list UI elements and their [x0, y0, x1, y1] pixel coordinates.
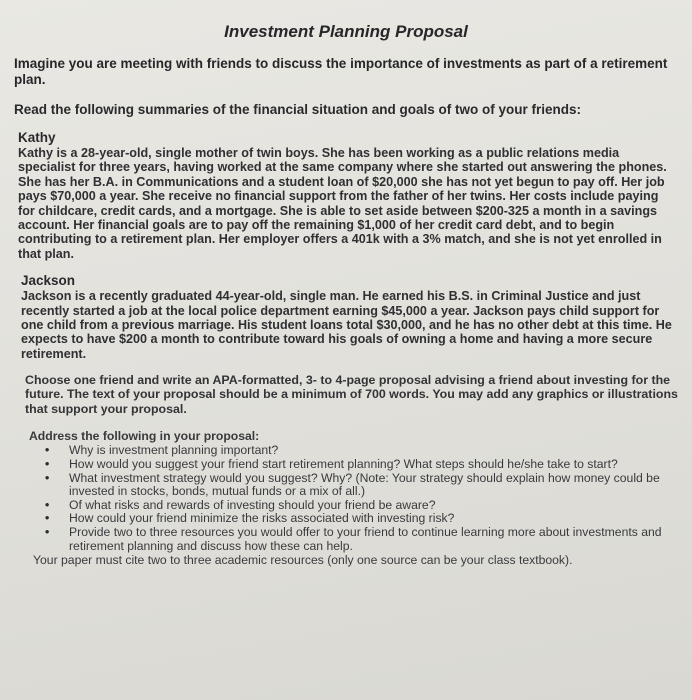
friend-summary-jackson: [21, 273, 678, 361]
friend-text-jackson: Jackson is a recently graduated 44-year-old, single man. He earned his B.S. in Criminal Justice and just recently started a job at the local police department earning $45,000 a year. Jackson pays child support for one child from a previous marriage. His student loans total $30,000, and he has no other debt at this time. He expects to have $200 a month to contribute toward his goals of owning a home and having a more secure retirement.: [21, 289, 672, 361]
requirements-list: [29, 444, 678, 553]
friend-name-jackson: Jackson: [21, 273, 76, 289]
requirements-heading: Address the following in your proposal:: [29, 428, 260, 443]
list-item: • Provide two to three resources you would offer to your friend to continue learning more about investments and retirement planning and discuss how these can help.: [45, 526, 678, 553]
friend-name-kathy: Kathy: [18, 130, 56, 145]
friend-summary-kathy: [18, 130, 678, 261]
list-item: • What investment strategy would you suggest? Why? (Note: Your strategy should explain how money could be invested in stocks, bonds, mutual funds or a mix of all.): [45, 472, 678, 499]
list-item: • Why is investment planning important?: [45, 444, 678, 458]
document-title: Investment Planning Proposal: [224, 22, 468, 41]
list-item: • How would you suggest your friend start retirement planning? What steps should he/she take to start?: [45, 458, 678, 472]
list-item: • Of what risks and rewards of investing should your friend be aware?: [45, 499, 678, 513]
list-item: • How could your friend minimize the risks associated with investing risk?: [45, 512, 678, 526]
assignment-prompt: Choose one friend and write an APA-formatted, 3- to 4-page proposal advising a friend about investing for the future. The text of your proposal should be a minimum of 700 words. You may add any graphics or illustrations that support your proposal.: [25, 373, 678, 416]
citation-requirement: Your paper must cite two to three academic resources (only one source can be your class textbook).: [33, 553, 573, 568]
requirements-block: [29, 430, 678, 567]
lead-sentence: Read the following summaries of the financial situation and goals of two of your friends:: [14, 102, 582, 117]
intro-paragraph: Imagine you are meeting with friends to discuss the importance of investments as part of a retirement plan.: [14, 56, 668, 87]
friend-text-kathy: Kathy is a 28-year-old, single mother of twin boys. She has been working as a public relations media specialist for three years, having worked at the same company where she started out answering the phones. She has her B.A. in Communications and a student loan of $20,000 she has not yet begun to pay off. Her job pays $70,000 a year. She receive no financial support from the father of her twins. Her costs include paying for childcare, credit cards, and a mortgage. She is able to set aside between $200-325 a month in a savings account. Her financial goals are to pay off the remaining $1,000 of her credit card debt, and to begin contributing to a retirement plan. Her employer offers a 401k with a 3% match, and she is not yet enrolled in that plan.: [18, 146, 667, 261]
